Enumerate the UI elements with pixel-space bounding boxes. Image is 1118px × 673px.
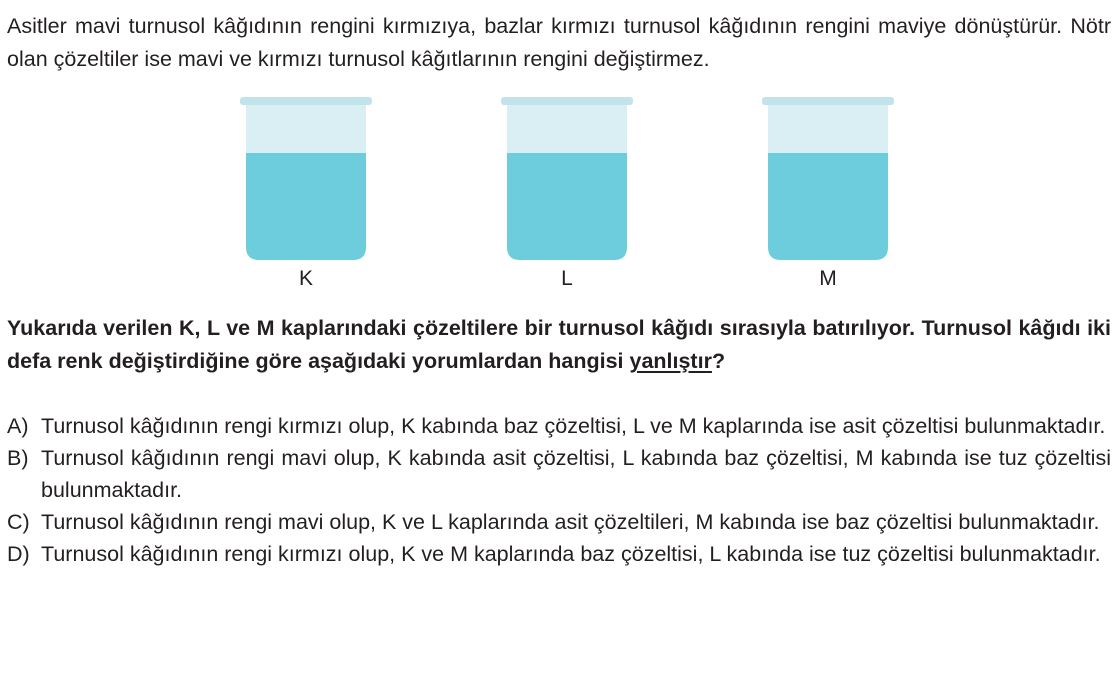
option-d-text: Turnusol kâğıdının rengi kırmızı olup, K ve M kaplarında baz çözeltisi, L kabında ise tuz çözeltisi bulunmaktadır. [41,542,1101,566]
question-negative-word: yanlıştır [629,349,712,373]
question-mark: ? [711,349,726,373]
beaker-figure [0,0,1118,300]
option-d[interactable] [7,538,1111,570]
option-a-text: Turnusol kâğıdının rengi kırmızı olup, K kabında baz çözeltisi, L ve M kaplarında ise asit çözeltisi bulunmaktadır. [41,414,1106,438]
beaker-m [762,97,894,292]
answer-options [7,410,1111,570]
option-b-text: Turnusol kâğıdının rengi mavi olup, K kabında asit çözeltisi, L kabında baz çözeltisi, M kabında ise tuz çözeltisi bulunmaktadır. [41,446,1111,502]
beaker-m-icon [762,97,894,262]
beaker-k-icon [240,97,372,262]
option-a[interactable] [7,410,1111,442]
beaker-k [240,97,372,292]
option-b[interactable] [7,442,1111,506]
beaker-k-label: K [298,267,313,290]
option-a-letter: A) [7,414,29,438]
option-c-text: Turnusol kâğıdının rengi mavi olup, K ve L kaplarında asit çözeltileri, M kabında ise baz çözeltisi bulunmaktadır. [41,510,1100,534]
question-stem [7,312,1111,378]
beaker-l [501,97,633,292]
option-c-letter: C) [7,510,30,534]
question-text: Yukarıda verilen K, L ve M kaplarındaki çözeltilere bir turnusol kâğıdı sırasıyla batırılıyor. Turnusol kâğıdı iki defa renk değiştirdiğine göre aşağıdaki yorumlardan hangisi [7,316,1111,373]
beaker-l-icon [501,97,633,262]
beaker-l-label: L [561,267,573,290]
option-d-letter: D) [7,542,30,566]
option-c[interactable] [7,506,1111,538]
option-b-letter: B) [7,446,29,470]
beaker-m-label: M [819,267,837,290]
intro-text: Asitler mavi turnusol kâğıdının rengini kırmızıya, bazlar kırmızı turnusol kâğıdının rengini maviye dönüştürür. Nötr olan çözeltiler ise mavi ve kırmızı turnusol kâğıtlarının rengini değiştirmez. [7,14,1111,71]
